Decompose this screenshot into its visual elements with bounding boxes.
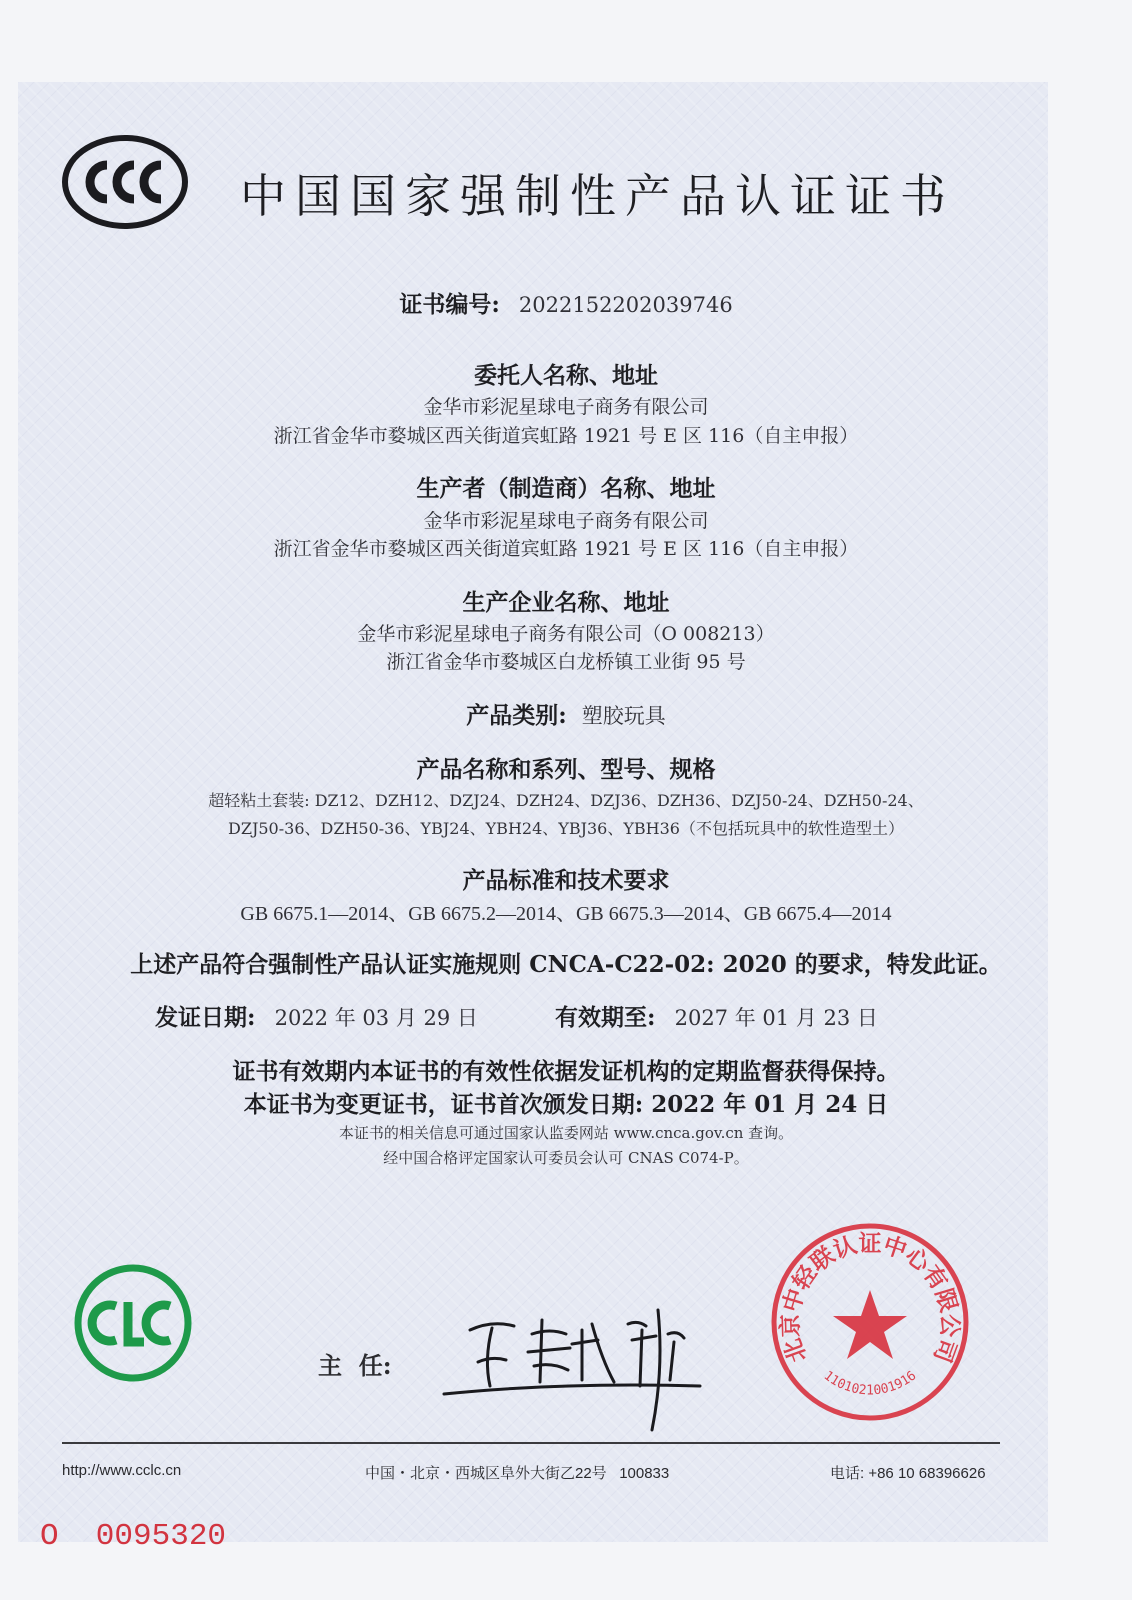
applicant-heading: 委托人名称、地址 — [474, 362, 658, 389]
standards-heading: 产品标准和技术要求 — [462, 867, 670, 894]
manufacturer-address: 浙江省金华市婺城区西关街道宾虹路 1921 号 E 区 116（自主申报） — [273, 538, 859, 560]
factory-heading: 生产企业名称、地址 — [462, 589, 670, 616]
product-models-heading: 产品名称和系列、型号、规格 — [416, 756, 716, 783]
clc-logo — [72, 1262, 194, 1384]
issue-date-value: 2022 年 03 月 29 日 — [274, 1006, 478, 1030]
compliance-statement: 上述产品符合强制性产品认证实施规则 CNCA-C22-02: 2020 的要求，特发此证。 — [130, 951, 1002, 978]
change-note: 本证书为变更证书，证书首次颁发日期: 2022 年 01 月 24 日 — [243, 1091, 889, 1118]
cert-number-label: 证书编号: — [399, 291, 500, 318]
product-category-value: 塑胶玩具 — [581, 704, 666, 728]
product-models-line-2: DZJ50-36、DZH50-36、YBJ24、YBH24、YBJ36、YBH36（不包括玩具中的软性造型土） — [228, 819, 904, 838]
factory-address: 浙江省金华市婺城区白龙桥镇工业街 95 号 — [386, 651, 746, 673]
manufacturer-heading: 生产者（制造商）名称、地址 — [416, 475, 716, 502]
director-label: 主 任: — [318, 1351, 392, 1380]
validity-note: 证书有效期内本证书的有效性依据发证机构的定期监督获得保持。 — [232, 1058, 900, 1085]
footer-divider — [62, 1442, 1000, 1444]
certificate-title: 中国国家强制性产品认证证书 — [240, 169, 955, 223]
expiry-date-row — [555, 999, 878, 1032]
applicant-address: 浙江省金华市婺城区西关街道宾虹路 1921 号 E 区 116（自主申报） — [273, 425, 859, 447]
cert-number-row — [0, 286, 1132, 319]
director-signature — [432, 1290, 707, 1438]
product-models-line-1: 超轻粘土套装: DZ12、DZH12、DZJ24、DZH24、DZJ36、DZH36、DZJ50-24、DZH50-24、 — [208, 791, 924, 810]
seal-code: 1101021001916 — [820, 1368, 920, 1399]
accreditation-note: 经中国合格评定国家认可委员会认可 CNAS C074-P。 — [383, 1149, 749, 1167]
svg-text:1101021001916 — [821, 1368, 920, 1398]
footer-website[interactable]: http://www.cclc.cn — [62, 1462, 182, 1479]
footer-address: 中国・北京・西城区阜外大街乙22号 100833 — [365, 1465, 670, 1482]
manufacturer-name: 金华市彩泥星球电子商务有限公司 — [423, 510, 709, 532]
product-category-label: 产品类别: — [466, 702, 567, 729]
standards-value: GB 6675.1—2014、GB 6675.2—2014、GB 6675.3—2014、GB 6675.4—2014 — [240, 903, 892, 925]
company-seal — [768, 1220, 972, 1424]
factory-name: 金华市彩泥星球电子商务有限公司（O 008213） — [357, 623, 775, 645]
footer-phone: 电话: +86 10 68396626 — [830, 1465, 986, 1482]
expiry-date-label: 有效期至: — [555, 1004, 656, 1031]
seal-text: 北京中轻联认证中心有限公司 — [777, 1231, 963, 1366]
query-note: 本证书的相关信息可通过国家认监委网站 www.cnca.gov.cn 查询。 — [338, 1124, 794, 1142]
product-category-row — [0, 697, 1132, 730]
ccc-logo — [62, 135, 188, 229]
issue-date-label: 发证日期: — [155, 1004, 256, 1031]
applicant-name: 金华市彩泥星球电子商务有限公司 — [423, 396, 709, 418]
issue-date-row — [155, 999, 478, 1032]
expiry-date-value: 2027 年 01 月 23 日 — [674, 1006, 878, 1030]
cert-number-value: 2022152202039746 — [518, 293, 733, 317]
serial-number: O 0095320 — [40, 1519, 227, 1554]
